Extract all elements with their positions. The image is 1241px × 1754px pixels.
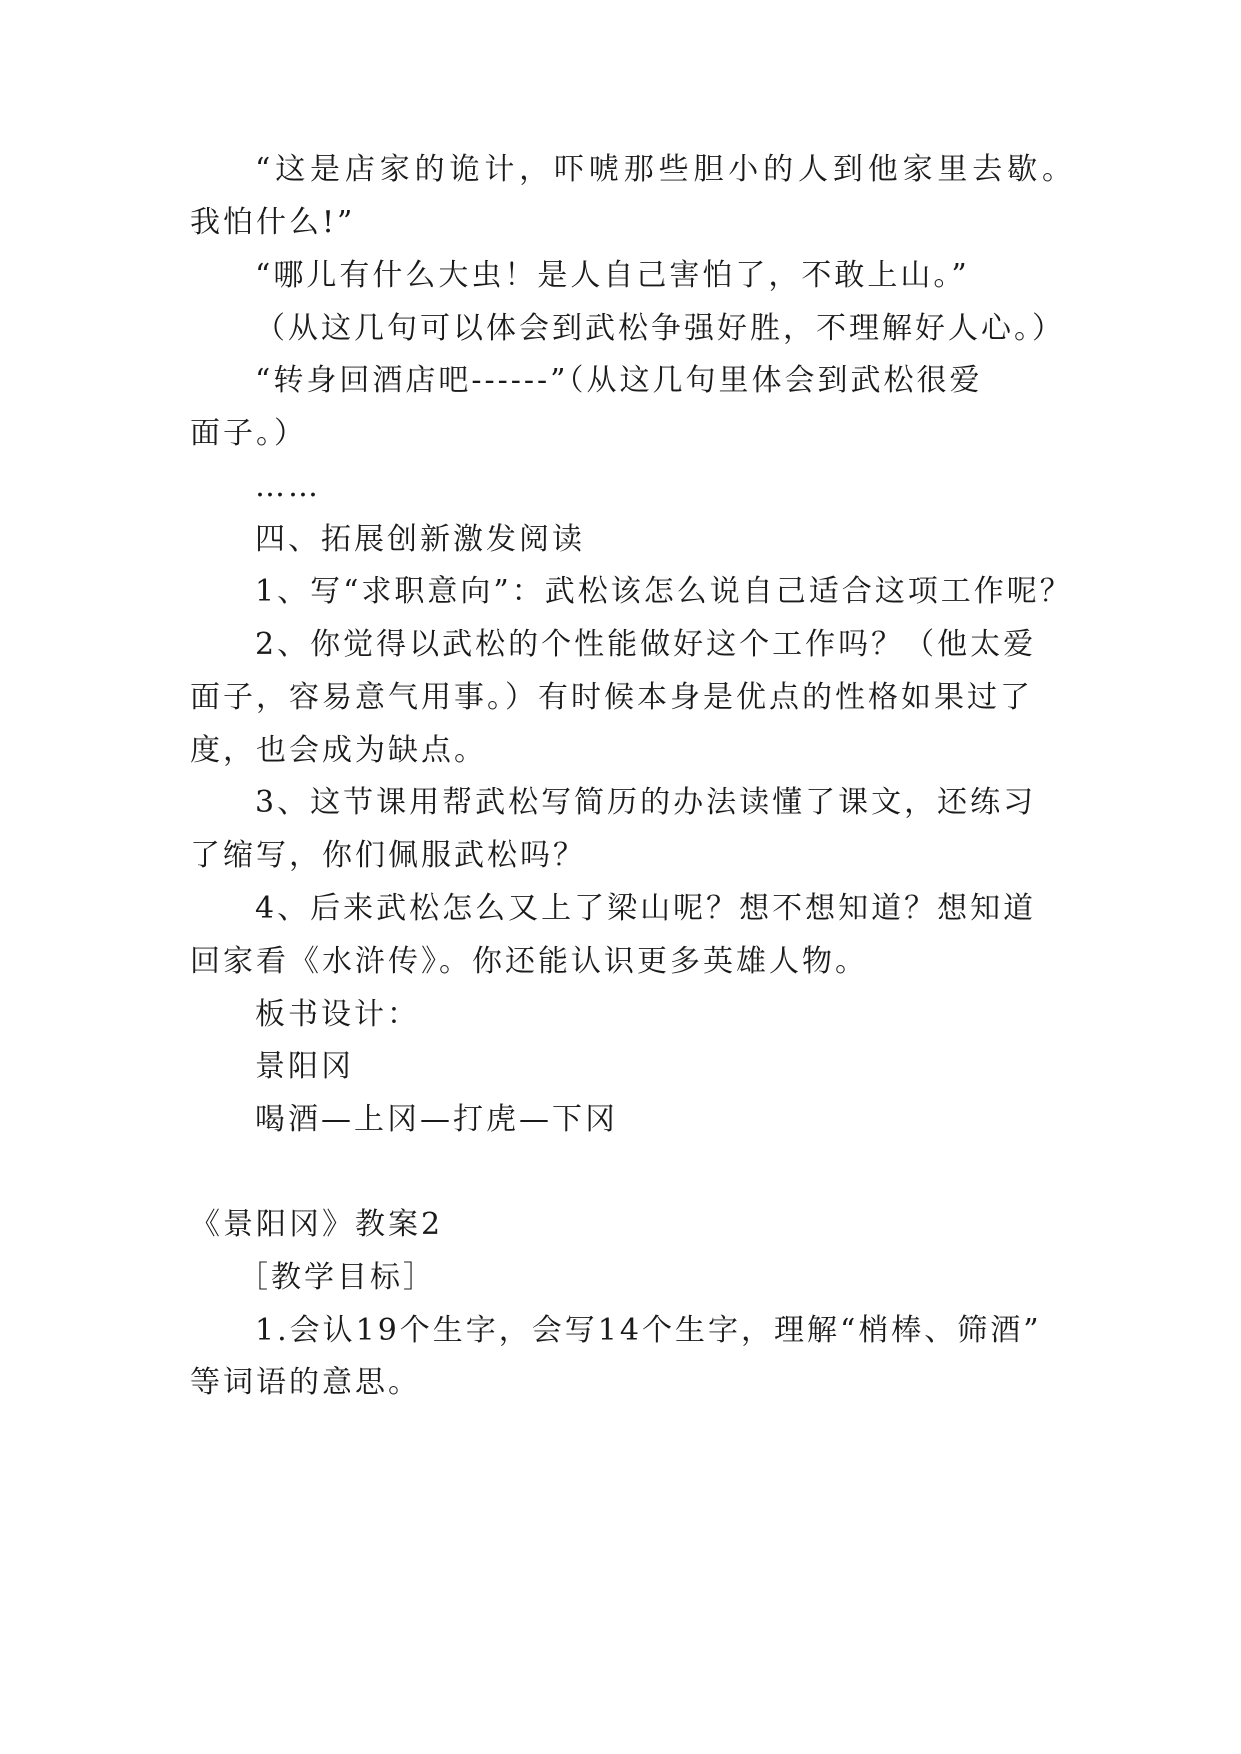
board-title: 景阳冈 <box>255 1049 354 1084</box>
list-item: 1.会认19个生字，会写14个生字，理解“梢棒、筛酒” <box>255 1313 1042 1348</box>
paragraph-line: 面子。） <box>190 416 307 451</box>
list-item: 3、这节课用帮武松写简历的办法读懂了课文，还练习 <box>255 785 1037 820</box>
paragraph-line: 等词语的意思。 <box>190 1365 421 1400</box>
list-item: 4、后来武松怎么又上了梁山呢？想不想知道？想知道 <box>255 891 1037 926</box>
paragraph-line: （从这几句可以体会到武松争强好胜，不理解好人心。） <box>255 311 1065 346</box>
section-heading: 四、拓展创新激发阅读 <box>255 522 585 557</box>
paragraph-line: 面子，容易意气用事。）有时候本身是优点的性格如果过了 <box>190 680 1033 715</box>
paragraph-line: “哪儿有什么大虫！是人自己害怕了，不敢上山。” <box>255 258 970 293</box>
list-item: 1、写“求职意向”：武松该怎么说自己适合这项工作呢？ <box>255 574 1073 609</box>
paragraph-line: 我怕什么!” <box>190 205 356 240</box>
paragraph-line: 回家看《水浒传》。你还能认识更多英雄人物。 <box>190 944 868 979</box>
lesson-plan-title: 《景阳冈》教案2 <box>190 1207 444 1242</box>
paragraph-line: 度，也会成为缺点。 <box>190 733 487 768</box>
paragraph-line: “这是店家的诡计，吓唬那些胆小的人到他家里去歇。 <box>255 152 1075 187</box>
paragraph-line: “转身回酒店吧------”（从这几句里体会到武松很爱 <box>255 363 983 398</box>
ellipsis-line: …… <box>255 469 321 504</box>
board-design-heading: 板书设计： <box>255 997 420 1032</box>
paragraph-line: 了缩写，你们佩服武松吗？ <box>190 838 586 873</box>
list-item: 2、你觉得以武松的个性能做好这个工作吗？（他太爱 <box>255 627 1037 662</box>
board-sequence: 喝酒—上冈—打虎—下冈 <box>255 1102 618 1137</box>
teaching-goals-heading: ［教学目标］ <box>238 1260 436 1295</box>
